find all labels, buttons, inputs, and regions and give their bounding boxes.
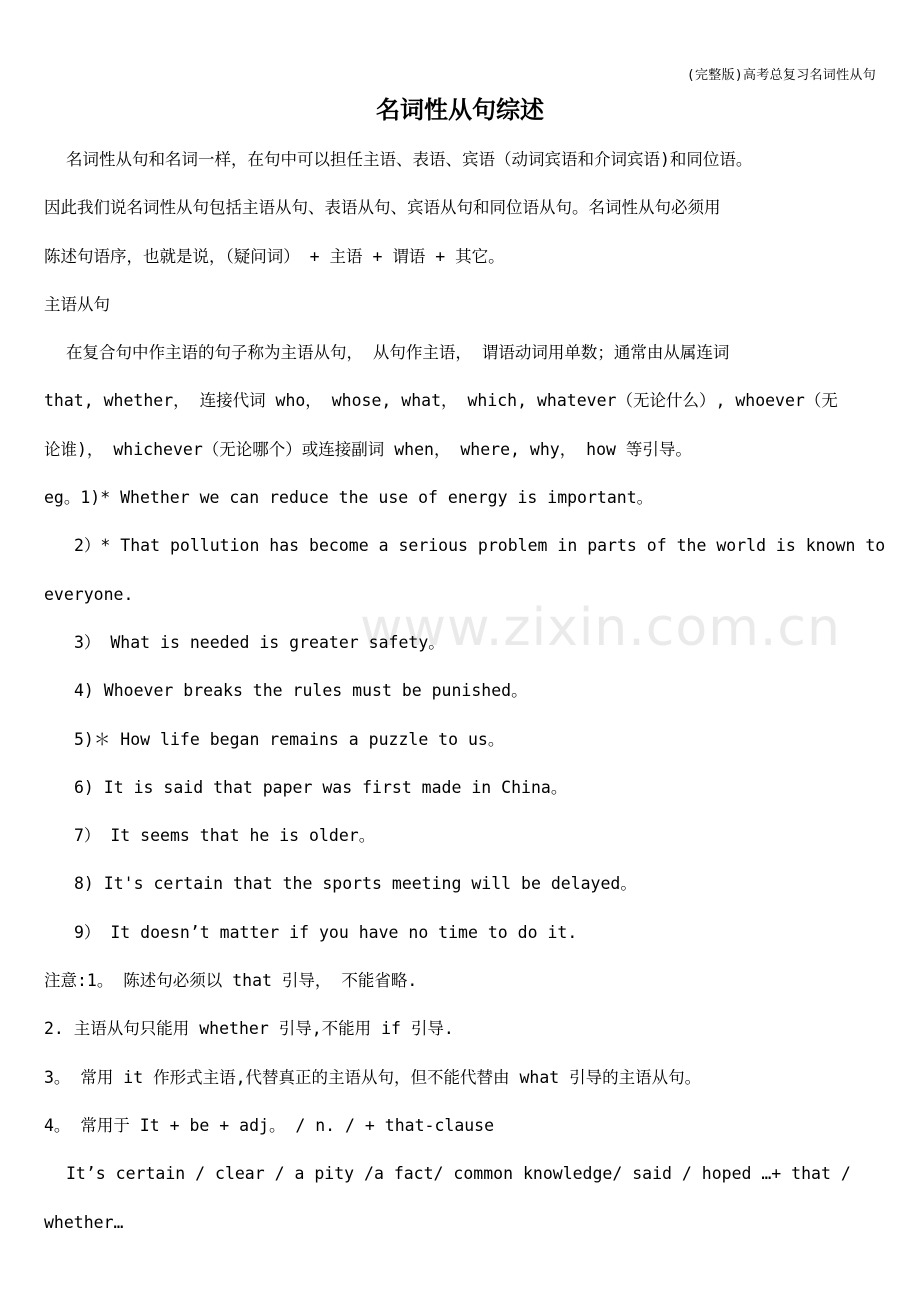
example-1: eg。1)* Whether we can reduce the use of energy is important。 — [44, 488, 654, 508]
definition-line-1: 在复合句中作主语的句子称为主语从句， 从句作主语， 谓语动词用单数；通常由从属连词 — [66, 343, 730, 363]
page-title: 名词性从句综述 — [376, 96, 544, 124]
pattern-line-1: It’s certain / clear / a pity /a fact/ common knowledge/ said / hoped …+ that / — [66, 1164, 851, 1184]
example-9: 9） It doesn’t matter if you have no time to do it. — [74, 922, 578, 942]
definition-line-3: 论谁)， whichever（无论哪个）或连接副词 when， where, why， how 等引导。 — [44, 439, 692, 459]
example-5: 5)＊ How life began remains a puzzle to us。 — [74, 729, 505, 749]
intro-line-1: 名词性从句和名词一样，在句中可以担任主语、表语、宾语（动词宾语和介词宾语)和同位语。 — [66, 150, 753, 169]
section-heading: 主语从句 — [44, 294, 110, 314]
document-body — [44, 136, 894, 1247]
example-6: 6) It is said that paper was first made in China。 — [74, 777, 568, 797]
note-1: 注意:1。 陈述句必须以 that 引导， 不能省略. — [44, 971, 418, 991]
note-3: 3。 常用 it 作形式主语,代替真正的主语从句，但不能代替由 what 引导的主语从句。 — [44, 1067, 702, 1087]
example-2-line-2: everyone. — [44, 584, 134, 604]
example-8: 8) It's certain that the sports meeting will be delayed。 — [74, 874, 637, 894]
example-7: 7） It seems that he is older。 — [74, 826, 376, 846]
pattern-line-2: whether… — [44, 1212, 124, 1232]
note-4: 4。 常用于 It + be + adj。 / n. / + that-clause — [44, 1115, 495, 1135]
note-2: 2. 主语从句只能用 whether 引导,不能用 if 引导. — [44, 1019, 454, 1039]
example-2-line-1: 2）* That pollution has become a serious problem in parts of the world is known to — [74, 536, 886, 556]
document-header: (完整版)高考总复习名词性从句 — [686, 68, 876, 83]
example-4: 4) Whoever breaks the rules must be punished。 — [74, 681, 528, 701]
watermark: www.zixin.com.cn — [360, 598, 841, 658]
intro-line-3: 陈述句语序，也就是说，（疑问词） + 主语 + 谓语 + 其它。 — [44, 246, 505, 266]
definition-line-2: that, whether， 连接代词 who， whose, what， which, whatever（无论什么）, whoever（无 — [44, 391, 838, 411]
intro-line-2: 因此我们说名词性从句包括主语从句、表语从句、宾语从句和同位语从句。名词性从句必须用 — [44, 198, 721, 218]
example-3: 3） What is needed is greater safety。 — [74, 632, 445, 652]
